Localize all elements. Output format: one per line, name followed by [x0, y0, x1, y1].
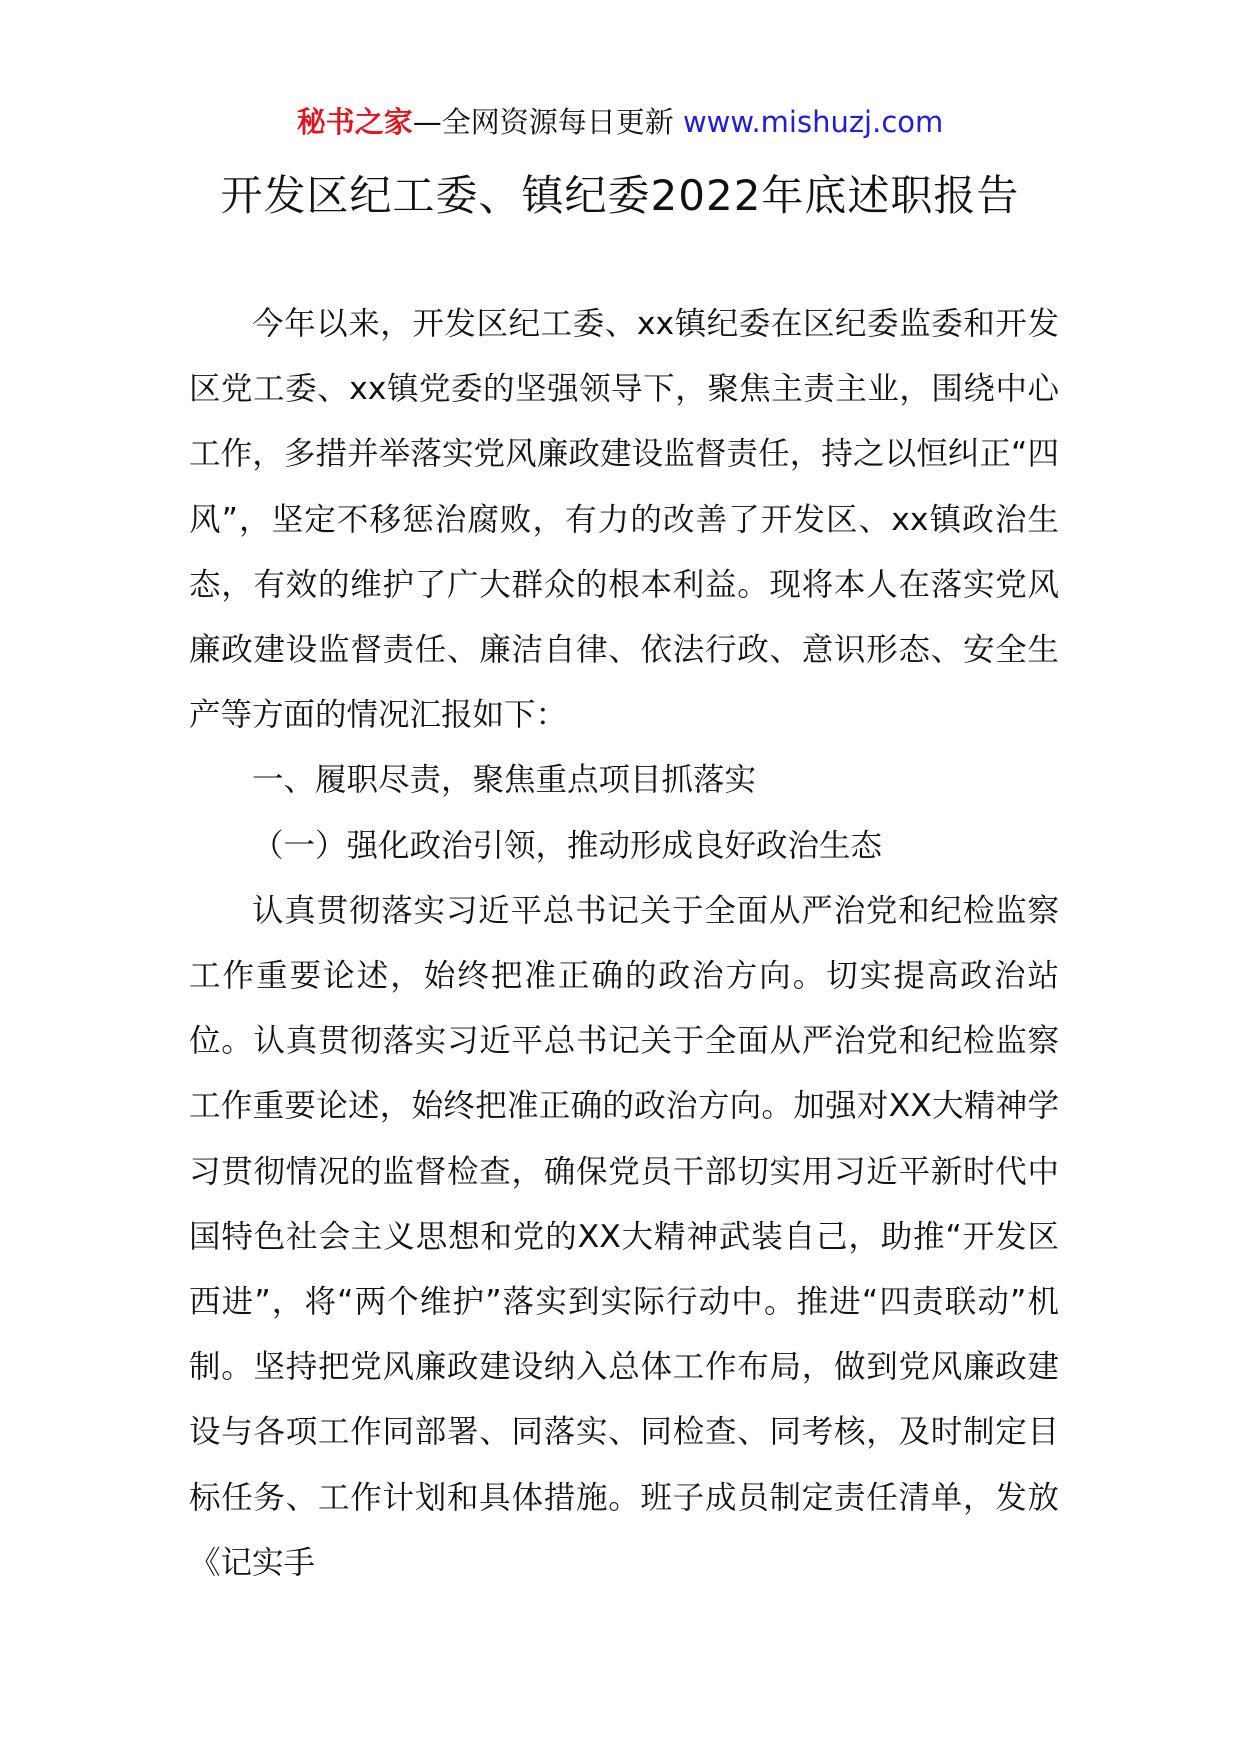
section-heading: 一、履职尽责，聚焦重点项目抓落实 — [252, 762, 757, 799]
paragraph-intro: 今年以来，开发区纪工委、xx镇纪委在区纪委监委和开发区党工委、xx镇党委的坚强领导下，聚焦主责主业，围绕中心工作，多措并举落实党风廉政建设监督责任，持之以恒纠正“四风”，坚定不移惩治腐败，有力的改善了开发区、xx镇政治生态，有效的维护了广大群众的根本利益。现将本人在落实党风廉政建设监督责任、廉洁自律、依法行政、意识形态、安全生产等方面的情况汇报如下： — [189, 306, 1059, 734]
paragraph-body: 认真贯彻落实习近平总书记关于全面从严治党和纪检监察工作重要论述，始终把准正确的政治方向。切实提高政治站位。认真贯彻落实习近平总书记关于全面从严治党和纪检监察工作重要论述，始终把准正确的政治方向。加强对XX大精神学习贯彻情况的监督检查，确保党员干部切实用习近平新时代中国特色社会主义思想和党的XX大精神武装自己，助推“开发区西进”，将“两个维护”落实到实际行动中。推进“四责联动”机制。坚持把党风廉政建设纳入总体工作布局，做到党风廉政建设与各项工作同部署、同落实、同检查、同考核，及时制定目标任务、工作计划和具体措施。班子成员制定责任清单，发放《记实手 — [189, 892, 1059, 1581]
document-body — [189, 292, 1059, 1596]
subsection-heading: （一）强化政治引领，推动形成良好政治生态 — [252, 827, 883, 864]
banner-brand: 秘书之家 — [296, 105, 413, 139]
banner-tagline: —全网资源每日更新 — [412, 105, 683, 139]
banner-url-link[interactable]: www.mishuzj.com — [682, 105, 944, 139]
site-banner — [0, 102, 1240, 142]
document-title: 开发区纪工委、镇纪委2022年底述职报告 — [220, 171, 1020, 220]
